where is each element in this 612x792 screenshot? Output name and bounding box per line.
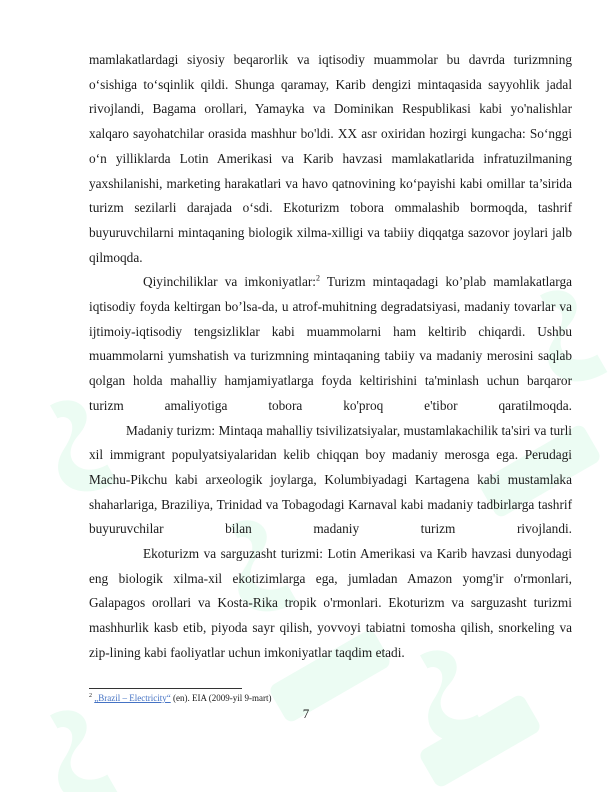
text-line: Ushbu muammolarni yumshatish va turizmning mintaqaning tabiiy va madaniy (89, 323, 572, 364)
text-line: Ekoturizm tobora ommalashib bormoqda, tashrif buyuruvchilarni mintaqaning (89, 200, 572, 240)
text-line: tomosha qilish, snorkeling va zip-lining kabi faoliyatlar uchun imkoniyatlar taqdim (89, 620, 573, 660)
section-lead: Qiyinchiliklar va imkoniyatlar: (143, 274, 317, 290)
text-line: o'rmonlari, Galapagos orollari va Kosta-Rika tropik o'rmonlari. Ekoturizm va (89, 570, 572, 611)
paragraph-history (89, 48, 572, 270)
document-body (89, 48, 572, 666)
text-line: turli xil immigrant populyatsiyalaridan kelib chiqqan boy madaniy merosga ega. (89, 422, 572, 463)
text-line: dunyodagi eng biologik xilma-xil ekotizimlarga ega, jumladan Amazon yomg'ir (89, 546, 572, 586)
text-line: mustamlaka shaharlariga, Braziliya, Trinidad va Tobagodagi Karnaval kabi (89, 471, 572, 512)
text-line: o‘sishiga to‘sqinlik qildi. Shunga qaramay, Karib dengizi mintaqasida sayyohlik (89, 76, 540, 92)
text-line: kungacha: So‘nggi o‘n yilliklarda Lotin Amerikasi va Karib havzasi (89, 126, 573, 166)
text-line: jadal rivojlandi, Bagama orollari, Yamayka va Dominikan Respublikasi kabi (89, 76, 573, 117)
footnote-text: (en). EIA (2009-yil 9-mart) (170, 693, 272, 703)
paragraph-ecotourism (89, 542, 572, 666)
text-line: Ekoturizm va sarguzasht turizmi: Lotin Amerikasi va Karib havzasi (143, 546, 512, 562)
text-line: mamlakatlardagi siyosiy beqarorlik va iqtisodiy muammolar bu davrda turizmning (89, 52, 572, 67)
text-line: etadi. (375, 644, 405, 660)
footnote-reference[interactable]: 2 (316, 273, 321, 283)
footnote-number: 2 (89, 693, 92, 699)
text-line: Madaniy turizm: Mintaqa mahalliy tsivilizatsiyalar, mustamlakachilik ta'siri va (126, 422, 547, 438)
footnote (89, 692, 271, 704)
paragraph-cultural-tourism (89, 419, 572, 543)
footnote-link[interactable]: „Brazil – Electricity“ (94, 693, 171, 703)
text-line: sarguzasht turizmi mashhurlik kasb etib, piyoda sayr qilish, yovvoyi tabiatni (89, 595, 572, 636)
text-line: tovarlar va ijtimoiy-iqtisodiy tengsizliklar kabi muammolarni ham keltirib chiqardi. (89, 299, 572, 339)
paragraph-challenges (89, 270, 572, 418)
text-line: merosini saqlab qolgan holda mahalliy hamjamiyatlarga foyda keltirishini (89, 348, 572, 389)
text-line: Turizm mintaqadagi ko’plab mamlakatlarga (320, 274, 572, 290)
text-line: ta'minlash uchun barqaror turizm amaliyotiga tobora ko'proq e'tibor qaratilmoqda. (89, 373, 572, 413)
text-line: madaniy tadbirlarga tashrif buyuruvchilar bilan madaniy turizm rivojlandi. (89, 496, 573, 537)
text-line: yo'nalishlar xalqaro sayohatchilar orasida mashhur bo'ldi. XX asr oxiridan hozirgi (89, 101, 572, 142)
text-line: iqtisodiy foyda keltirgan bo’lsa-da, u atrof-muhitning degradatsiyasi, madaniy (89, 299, 510, 315)
text-line: mamlakatlarida infratuzilmaning yaxshilanishi, marketing harakatlari va havo (89, 150, 573, 191)
text-line: qatnovining ko‘payishi kabi omillar ta’sirida turizm sezilarli darajada o‘sdi. (89, 175, 572, 216)
page-number: 7 (302, 706, 310, 721)
footnote-separator (89, 688, 242, 689)
text-line: Perudagi Machu-Pikchu kabi arxeologik joylarga, Kolumbiyadagi Kartagena kabi (89, 447, 572, 487)
text-line: biologik xilma-xilligi va tabiiy diqqatga sazovor joylari jalb qilmoqda. (89, 224, 572, 265)
